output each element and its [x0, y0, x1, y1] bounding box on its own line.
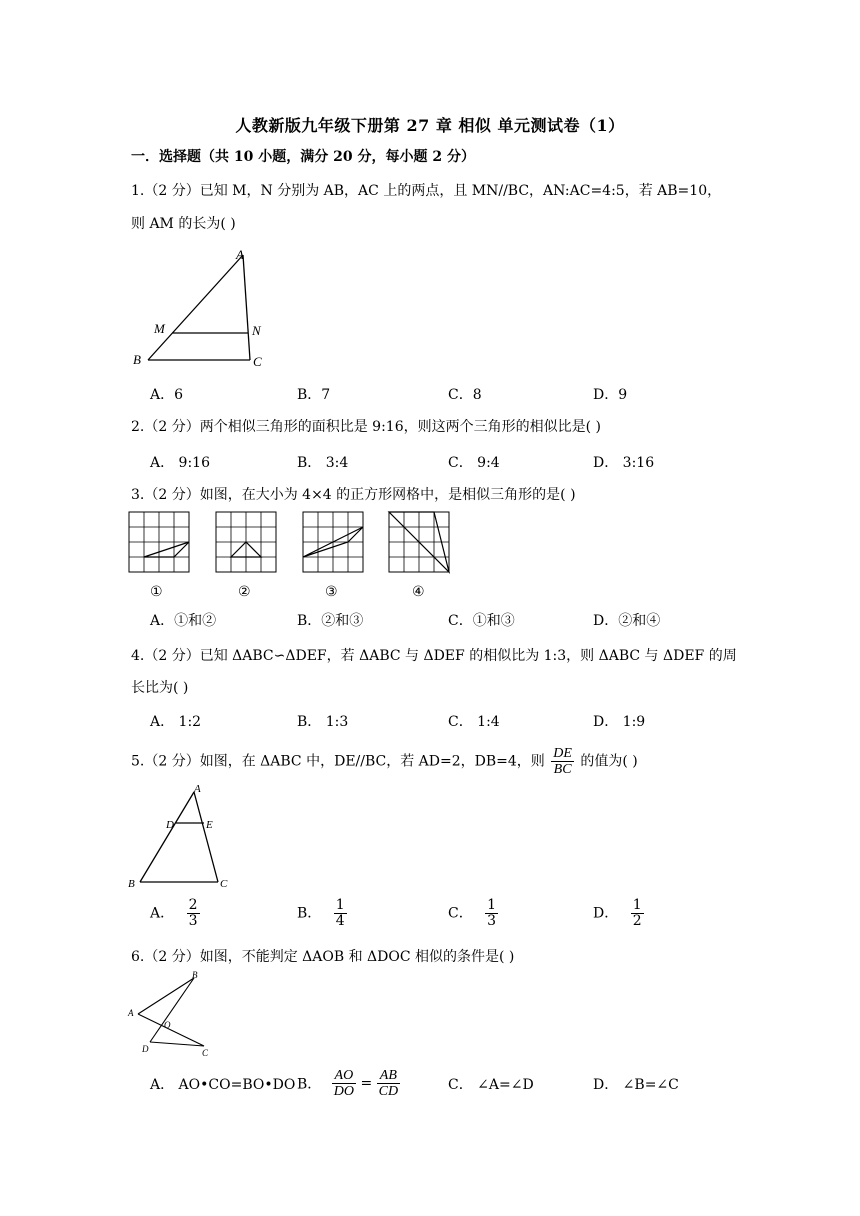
- q2-option-c[interactable]: C． 9:4: [448, 455, 500, 471]
- q1-stem-line2: 则 AM 的长为( ): [131, 216, 236, 232]
- q4-option-c[interactable]: C． 1:4: [448, 714, 500, 730]
- q5-d-num: 1: [632, 897, 642, 913]
- q4-stem-line1: 4.（2 分）已知 ΔABC∽ΔDEF，若 ΔABC 与 ΔDEF 的相似比为 1:3，则 ΔABC 与 ΔDEF 的周: [131, 648, 737, 664]
- q1-option-a[interactable]: A．6: [150, 387, 184, 403]
- q1-label-B: B: [133, 352, 141, 367]
- q5-b-den: 4: [335, 913, 345, 929]
- q5-a-num: 2: [188, 897, 198, 913]
- q5-d-den: 2: [632, 913, 642, 929]
- q1-label-N: N: [252, 323, 261, 338]
- q5-b-num: 1: [335, 897, 345, 913]
- q6-label-A: A: [128, 1008, 134, 1018]
- q6-b-left-num: AO: [332, 1068, 356, 1084]
- q5-fraction: [551, 746, 574, 777]
- q6-figure: [126, 970, 226, 1062]
- grid-3: [303, 512, 363, 572]
- q5-triangle-figure: [126, 780, 236, 892]
- q3-option-b[interactable]: B．②和③: [297, 613, 364, 629]
- page-title: 人教新版九年级下册第 27 章 相似 单元测试卷（1）: [235, 116, 625, 135]
- q5-label-E: E: [206, 819, 213, 831]
- grid-1: [129, 512, 189, 572]
- q5-frac-den: BC: [553, 762, 572, 777]
- q5-option-a[interactable]: A． $\frac{2}{3}$: [150, 897, 198, 929]
- q6-option-a[interactable]: A． AO•CO=BO•DO: [150, 1077, 296, 1093]
- q1-label-A: A: [236, 247, 244, 262]
- q1-option-c[interactable]: C．8: [448, 387, 482, 403]
- q6-b-left-den: DO: [333, 1084, 354, 1099]
- q3-grid-figure: [128, 510, 458, 602]
- q6-option-b[interactable]: B． $\frac{AO}{DO}$ = $\frac{AB}{CD}$: [297, 1068, 399, 1099]
- q5-label-B: B: [128, 878, 135, 890]
- q5-option-b[interactable]: B． $\frac{1}{4}$: [297, 897, 345, 929]
- q2-stem: 2.（2 分）两个相似三角形的面积比是 9:16，则这两个三角形的相似比是( ): [131, 419, 601, 435]
- q5-option-c[interactable]: C． $\frac{1}{3}$: [448, 897, 497, 929]
- q5-stem-part2: 的值为( ): [580, 753, 638, 770]
- q6-option-d[interactable]: D． ∠B=∠C: [593, 1077, 679, 1093]
- q1-triangle-figure: [128, 245, 278, 370]
- q1-label-M: M: [154, 321, 165, 336]
- q2-option-d[interactable]: D． 3:16: [593, 455, 655, 471]
- q6-b-right-den: CD: [378, 1084, 399, 1099]
- q5-a-den: 3: [188, 913, 198, 929]
- q6-option-c[interactable]: C． ∠A=∠D: [448, 1077, 534, 1093]
- q4-option-b[interactable]: B． 1:3: [297, 714, 349, 730]
- grid-label-1: ①: [150, 584, 163, 600]
- q4-option-d[interactable]: D． 1:9: [593, 714, 646, 730]
- q3-option-c[interactable]: C．①和③: [448, 613, 515, 629]
- q1-option-b[interactable]: B．7: [297, 387, 331, 403]
- section-heading: 一．选择题（共 10 小题，满分 20 分，每小题 2 分）: [131, 149, 475, 165]
- q5-label-A: A: [194, 783, 201, 795]
- q4-stem-line2: 长比为( ): [131, 680, 189, 696]
- grid-label-4: ④: [412, 584, 425, 600]
- q1-label-C: C: [253, 354, 262, 369]
- grid-2: [216, 512, 276, 572]
- q6-b-right-num: AB: [377, 1068, 400, 1084]
- q6-label-D: D: [142, 1044, 149, 1054]
- q5-c-den: 3: [487, 913, 497, 929]
- q1-stem-line1: 1.（2 分）已知 M，N 分别为 AB，AC 上的两点，且 MN//BC，AN:AC=4:5，若 AB=10，: [131, 183, 722, 199]
- q3-option-a[interactable]: A．①和②: [150, 613, 217, 629]
- q5-stem-part1: 5.（2 分）如图，在 ΔABC 中，DE//BC，若 AD=2，DB=4，则: [131, 753, 545, 770]
- q4-option-a[interactable]: A． 1:2: [150, 714, 202, 730]
- q2-option-a[interactable]: A． 9:16: [150, 455, 210, 471]
- q3-option-d[interactable]: D．②和④: [593, 613, 661, 629]
- q5-c-num: 1: [487, 897, 497, 913]
- q5-label-D: D: [166, 819, 174, 831]
- grid-label-3: ③: [325, 584, 338, 600]
- grid-label-2: ②: [238, 584, 251, 600]
- q5-label-C: C: [220, 878, 228, 890]
- q6-label-O: O: [164, 1020, 171, 1030]
- q6-stem: 6.（2 分）如图，不能判定 ΔAOB 和 ΔDOC 相似的条件是( ): [131, 949, 515, 965]
- q5-frac-num: DE: [553, 746, 572, 761]
- q1-option-d[interactable]: D．9: [593, 387, 628, 403]
- q2-option-b[interactable]: B． 3:4: [297, 455, 349, 471]
- grid-4: [389, 512, 449, 572]
- q5-option-d[interactable]: D． $\frac{1}{2}$: [593, 897, 642, 929]
- q5-stem: [131, 746, 638, 777]
- q6-label-C: C: [202, 1048, 209, 1058]
- q6-label-B: B: [192, 970, 198, 980]
- q3-stem: 3.（2 分）如图，在大小为 4×4 的正方形网格中，是相似三角形的是( ): [131, 487, 576, 503]
